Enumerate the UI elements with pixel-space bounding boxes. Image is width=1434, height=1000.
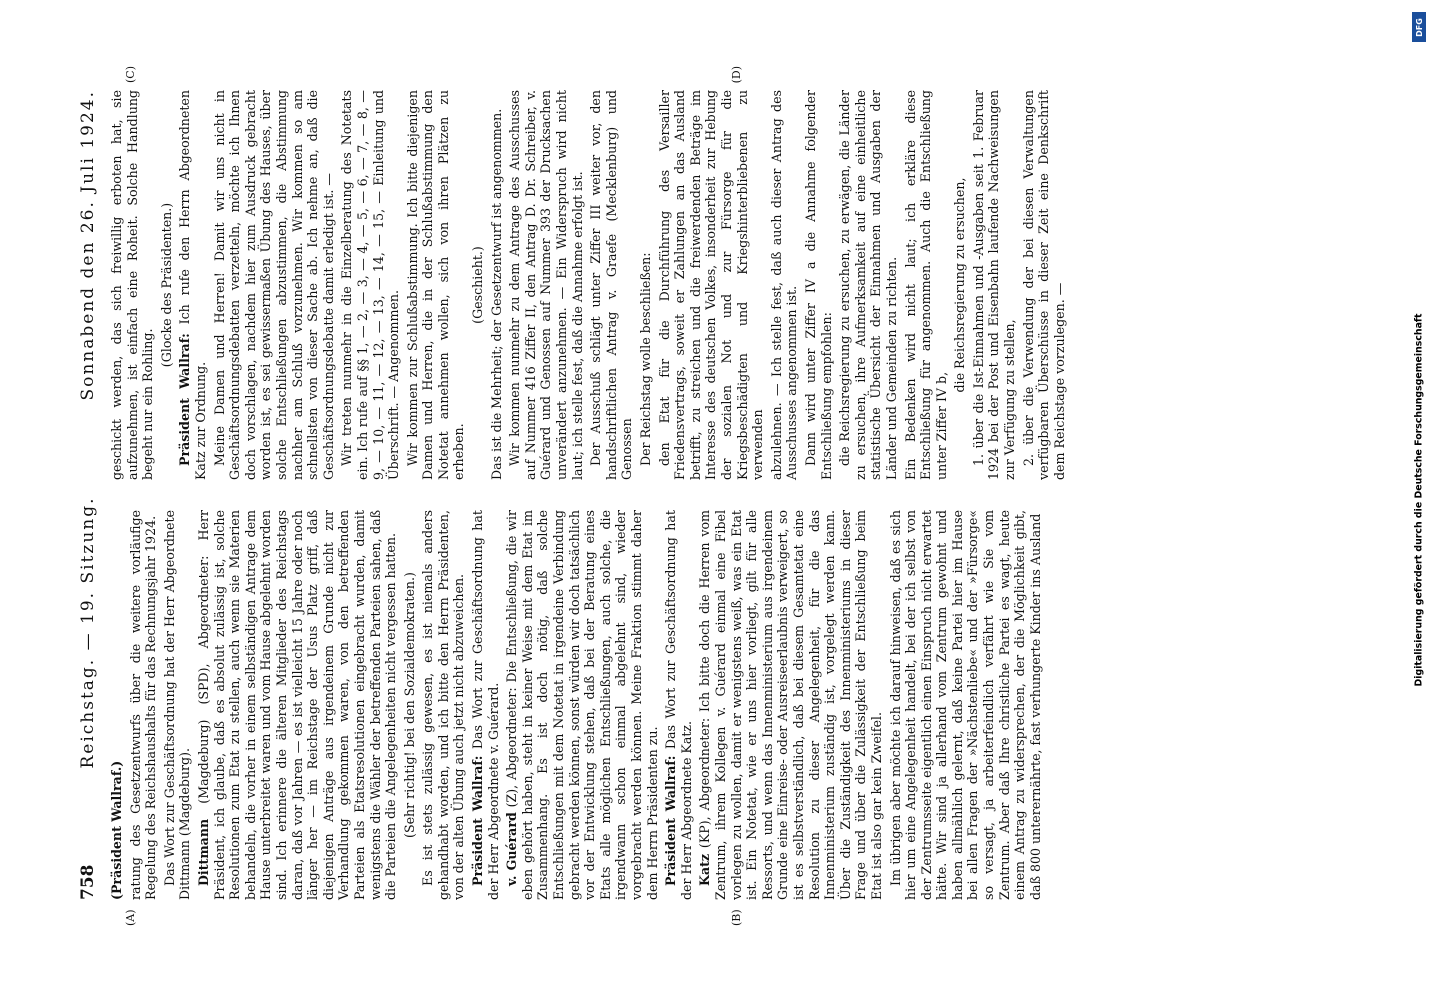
speech-text: Ich rufe den Herrn Abgeordneten Katz zur Ordnung. bbox=[177, 90, 208, 480]
quoted-motion: den Etat für die Durchführung des Versailler Friedensvertrags, soweit er Zahlungen an das Ausland betrifft, zu streichen und die freiwerdenden Beträge im Interesse des deutschen Volkes, insonderheit zur Hebung der sozialen Not und zur Fürsorge für die Kriegsbeschädigten und Kriegshinterbliebenen zu verwenden bbox=[656, 90, 766, 480]
margin-marker-b: (B) bbox=[730, 909, 743, 926]
margin-marker-c: (C) bbox=[124, 66, 137, 83]
speech-text: Das Wort zur Geschäftsordnung hat der Herr Abgeordnete Katz. bbox=[663, 510, 694, 900]
interjection: (Glocke des Präsidenten.) bbox=[158, 202, 174, 368]
paragraph: Dann wird unter Ziffer IV a die Annahme folgender Entschließung empfohlen: bbox=[802, 90, 834, 480]
page-number: 758 bbox=[78, 864, 98, 900]
dfg-logo: DFG bbox=[1412, 12, 1426, 42]
credit-text: Digitalisierung gefördert durch die Deutsche Forschungsgemeinschaft bbox=[1413, 313, 1425, 687]
speech-paragraph bbox=[470, 510, 501, 900]
speech-paragraph bbox=[697, 510, 884, 900]
interjection: (Sehr richtig! bei den Sozialdemokraten.) bbox=[401, 572, 417, 838]
speech-paragraph bbox=[663, 510, 694, 900]
right-column bbox=[109, 66, 1339, 480]
paragraph: Meine Damen und Herren! Damit wir uns nicht in Geschäftsordnungsdebatten verzetteln, möchte ich Ihnen doch vorschlagen, nachdem hier zum Ausdruck gebracht worden ist, es sei gewissermaßen Übung des Hauses, über solche Entschließungen abzustimmen, die Abstimmung nachher am Schluß vorzunehmen. Wir kommen so am schnellsten von dieser Sache ab. Ich nehme an, daß die Geschäftsordnungsdebatte damit erledigt ist. — bbox=[211, 90, 336, 480]
speech-paragraph bbox=[177, 90, 208, 480]
paragraph: Der Ausschuß schlägt unter Ziffer III weiter vor, den handschriftlichen Antrag v. Graefe (Mecklenburg) und Genossen bbox=[588, 90, 635, 480]
speaker-name: Präsident Wallraf: bbox=[470, 755, 486, 886]
margin-marker-d: (D) bbox=[730, 66, 743, 84]
paragraph: Wir kommen zur Schlußabstimmung. Ich bitte diejenigen Damen und Herren, die in der Schlußabstimmung den Notetat annehmen wollen, sich von ihren Plätzen zu erheben. bbox=[404, 90, 467, 480]
speaker-name: Präsident Wallraf: bbox=[177, 333, 193, 466]
page-header bbox=[78, 90, 103, 900]
paragraph: Das ist die Mehrheit; der Gesetzentwurf ist angenommen. bbox=[488, 108, 504, 480]
paragraph: abzulehnen. — Ich stelle fest, daß auch dieser Antrag des Ausschusses angenommen ist. bbox=[768, 90, 800, 480]
digitization-credit bbox=[1406, 12, 1432, 988]
paragraph: Im übrigen aber möchte ich darauf hinweisen, daß es sich hier um eine Angelegenheit handelt, bei der ich selbst von der Zentrumsseite eigentlich einen Einspruch nicht erwartet hätte. Wir sind ja allerhand vom Zentrum gewohnt und haben allmählich gelernt, daß keine Partei hier im Hause bei allen Fragen der »Nächstenliebe« und der »Fürsorge« so versagt, ja arbeiterfeindlich verfährt wie Sie vom Zentrum. Aber daß Ihre christliche Partei es wagt, heute einem Antrag zu widersprechen, der die Möglichkeit gibt, daß 800 unterernährte, fast verhungerte Kinder ins Ausland bbox=[887, 510, 1043, 900]
paragraph: Das Wort zur Geschäftsordnung hat der Herr Abgeordnete Dittmann (Magdeburg). bbox=[161, 510, 193, 900]
paragraph: Wir treten nunmehr in die Einzelberatung des Notetats ein. Ich rufe auf §§ 1, — 2, — 3, — 4, — 5, — 6, — 7, — 8, — 9, — 10, — 11, — 12, — 13, — 14, — 15, — Einleitung und Überschrift. — Angenommen. bbox=[339, 90, 402, 480]
session-date: Sonnabend den 26. Juli 1924. bbox=[78, 90, 98, 401]
rotated-document-page bbox=[57, 60, 1377, 940]
speaker-name: v. Guérard bbox=[504, 812, 520, 886]
speech-paragraph bbox=[196, 510, 399, 900]
speech-text: (KP), Abgeordneter: Ich bitte doch die Herren vom Zentrum, ihrem Kollegen v. Guérard einmal eine Fibel vorlegen zu wollen, damit er wenigstens weiß, was ein Etat ist. Ein Notetat, wie er uns hier vorliegt, gilt für alle Ressorts, und wenn das Innenministerium aus irgendeinem Grunde eine Einreise- oder Ausreiseerlaubnis verweigert, so ist es selbstverständlich, daß bei diesem Gesamtetat eine Resolution zu dieser Angelegenheit, für die das Innenministerium zuständig ist, vorgelegt werden kann. Über die Zuständigkeit des Innenministeriums in dieser Frage und über die Zulässigkeit der Entschließung beim Etat ist also gar kein Zweifel. bbox=[697, 510, 884, 900]
list-item: 2. über die Verwendung der bei diesen Verwaltungen verfügbaren Überschüsse in dieser Zeit eine Denkschrift dem Reichstage vorzulegen. — bbox=[1020, 90, 1067, 480]
speaker-heading: (Präsident Wallraf.) bbox=[109, 760, 124, 900]
text-columns bbox=[109, 66, 1339, 926]
quoted-motion: die Reichsregierung zu ersuchen, bbox=[952, 177, 968, 393]
speech-paragraph bbox=[504, 510, 660, 900]
paragraph: Es ist stets zulässig gewesen, es ist niemals anders gehandhabt worden, und ich bitte den Herrn Präsidenten, von der alten Übung auch jetzt nicht abzuweichen. bbox=[420, 510, 467, 900]
paragraph: ratung des Gesetzentwurfs über die weitere vorläufige Regelung des Reichshaushalts für das Rechnungsjahr 1924. bbox=[127, 510, 159, 900]
interjection: (Geschieht.) bbox=[470, 246, 486, 324]
paragraph: Wir kommen nunmehr zu dem Antrage des Ausschusses auf Nummer 416 Ziffer II, den Antrag D. Dr. Schreiber, v. Guérard und Genossen auf Nummer 393 der Drucksachen unverändert anzunehmen. — Ein Widerspruch wird nicht laut; ich stelle fest, daß die Annahme erfolgt ist. bbox=[507, 90, 585, 480]
speech-text: (Magdeburg) (SPD), Abgeordneter: Herr Präsident, ich glaube, daß es absolut zulässig ist, solche Resolutionen zum Etat zu stellen, auch wenn sie Materien behandeln, die vorher in einem selbständigen Antrage dem Hause unterbreitet waren und vom Hause abgelehnt worden sind. Ich erinnere die älteren Mitglieder des Reichstags daran, daß vor Jahren — es ist vielleicht 15 Jahre oder noch länger her — im Reichstage der Usus Platz griff, daß diejenigen Anträge aus irgendeinem Grunde nicht zur Verhandlung gekommen waren, von den betreffenden Parteien als Etatsresolutionen eingebracht wurden, damit wenigstens die Wähler der betreffenden Parteien sahen, daß die Parteien die Angelegenheiten nicht vergessen hatten. bbox=[195, 510, 399, 900]
paragraph: Der Reichstag wolle beschließen: bbox=[638, 252, 653, 466]
speaker-name: Katz bbox=[697, 853, 713, 886]
speaker-name: Dittmann bbox=[195, 818, 211, 886]
quoted-motion: die Reichsregierung zu ersuchen, zu erwägen, die Länder zu ersuchen, ihre Aufmerksamkeit auf eine einheitliche statistische Übersicht der Einnahmen und Ausgaben der Länder und Gemeinden zu richten. bbox=[837, 90, 899, 480]
paragraph: geschickt werden, das sich freiwillig erboten hat, sie aufzunehmen, ist einfach eine Roheit. Solche Handlung begeht nur ein Rohling. bbox=[109, 90, 156, 480]
speech-text: Das Wort zur Geschäftsordnung hat der Herr Abgeordnete v. Guérard. bbox=[470, 510, 501, 900]
speech-text: (Z), Abgeordneter: Die Entschließung, die wir eben gehört haben, steht in keiner Weise mit dem Etat im Zusammenhang. Es ist doch nötig, daß solche Entschließungen mit dem Notetat in irgendeine Verbindung gebracht werden können, sonst würden wir doch tatsächlich vor der Entwicklung stehen, daß bei der Beratung eines Etats alle möglichen Entschließungen, auch solche, die irgendwann schon einmal abgelehnt sind, wieder vorgebracht werden können. Meine Fraktion stimmt daher dem Herrn Präsidenten zu. bbox=[504, 510, 660, 900]
left-column bbox=[109, 510, 1339, 926]
speaker-name: Präsident Wallraf: bbox=[663, 755, 679, 886]
margin-marker-a: (A) bbox=[124, 909, 137, 926]
session-title: Reichstag. — 19. Sitzung. bbox=[78, 496, 98, 769]
list-item: 1. über die Ist-Einnahmen und -Ausgaben seit 1. Februar 1924 bei der Post und Eisenbahn laufende Nachweisungen zur Verfügung zu stellen, bbox=[970, 90, 1018, 480]
paragraph: Ein Bedenken wird nicht laut; ich erkläre diese Entschließung für angenommen. Auch die Entschließung unter Ziffer IV b, bbox=[902, 90, 949, 480]
